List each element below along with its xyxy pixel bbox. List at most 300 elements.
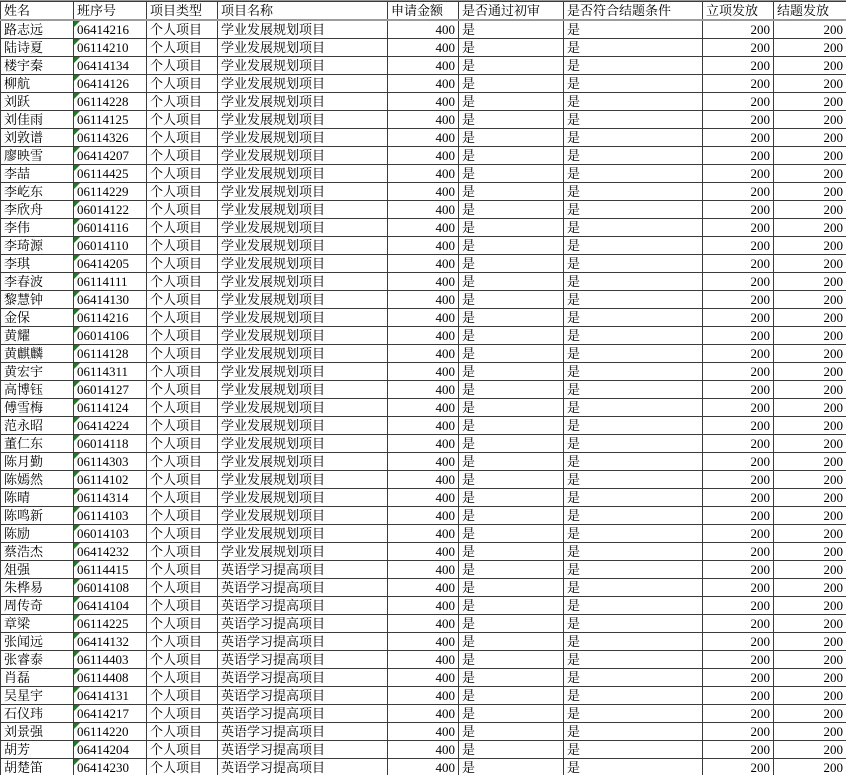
cell-project-type[interactable]: 个人项目 xyxy=(147,201,218,219)
cell-project-type[interactable]: 个人项目 xyxy=(147,39,218,57)
cell-completion-grant[interactable]: 200 xyxy=(774,525,846,543)
cell-initial-grant[interactable]: 200 xyxy=(703,219,774,237)
cell-meets-completion-criteria[interactable]: 是 xyxy=(564,345,703,363)
cell-initial-grant[interactable]: 200 xyxy=(703,255,774,273)
cell-completion-grant[interactable]: 200 xyxy=(774,363,846,381)
cell-project-type[interactable]: 个人项目 xyxy=(147,255,218,273)
cell-initial-grant[interactable]: 200 xyxy=(703,201,774,219)
cell-passed-initial-review[interactable]: 是 xyxy=(459,111,564,129)
cell-name[interactable]: 李琦源 xyxy=(1,237,74,255)
cell-amount-requested[interactable]: 400 xyxy=(388,363,459,381)
cell-initial-grant[interactable]: 200 xyxy=(703,543,774,561)
cell-meets-completion-criteria[interactable]: 是 xyxy=(564,399,703,417)
cell-project-type[interactable]: 个人项目 xyxy=(147,291,218,309)
cell-project-type[interactable]: 个人项目 xyxy=(147,381,218,399)
cell-initial-grant[interactable]: 200 xyxy=(703,579,774,597)
cell-initial-grant[interactable]: 200 xyxy=(703,129,774,147)
cell-student-id[interactable]: 06114403 xyxy=(74,651,147,669)
cell-meets-completion-criteria[interactable]: 是 xyxy=(564,75,703,93)
cell-amount-requested[interactable]: 400 xyxy=(388,381,459,399)
cell-initial-grant[interactable]: 200 xyxy=(703,381,774,399)
cell-student-id[interactable]: 06414230 xyxy=(74,759,147,775)
cell-initial-grant[interactable]: 200 xyxy=(703,471,774,489)
cell-initial-grant[interactable]: 200 xyxy=(703,291,774,309)
cell-project-type[interactable]: 个人项目 xyxy=(147,705,218,723)
cell-meets-completion-criteria[interactable]: 是 xyxy=(564,525,703,543)
cell-passed-initial-review[interactable]: 是 xyxy=(459,183,564,201)
cell-completion-grant[interactable]: 200 xyxy=(774,543,846,561)
cell-meets-completion-criteria[interactable]: 是 xyxy=(564,201,703,219)
cell-name[interactable]: 黄麒麟 xyxy=(1,345,74,363)
cell-completion-grant[interactable]: 200 xyxy=(774,723,846,741)
cell-name[interactable]: 陈晴 xyxy=(1,489,74,507)
cell-amount-requested[interactable]: 400 xyxy=(388,291,459,309)
cell-meets-completion-criteria[interactable]: 是 xyxy=(564,327,703,345)
cell-completion-grant[interactable]: 200 xyxy=(774,327,846,345)
cell-project-type[interactable]: 个人项目 xyxy=(147,723,218,741)
cell-passed-initial-review[interactable]: 是 xyxy=(459,219,564,237)
cell-project-name[interactable]: 学业发展规划项目 xyxy=(218,489,388,507)
cell-project-name[interactable]: 学业发展规划项目 xyxy=(218,381,388,399)
cell-project-type[interactable]: 个人项目 xyxy=(147,219,218,237)
cell-name[interactable]: 吴星宇 xyxy=(1,687,74,705)
cell-project-type[interactable]: 个人项目 xyxy=(147,327,218,345)
cell-initial-grant[interactable]: 200 xyxy=(703,273,774,291)
cell-meets-completion-criteria[interactable]: 是 xyxy=(564,741,703,759)
cell-completion-grant[interactable]: 200 xyxy=(774,741,846,759)
cell-completion-grant[interactable]: 200 xyxy=(774,309,846,327)
cell-meets-completion-criteria[interactable]: 是 xyxy=(564,759,703,775)
cell-initial-grant[interactable]: 200 xyxy=(703,345,774,363)
cell-project-name[interactable]: 英语学习提高项目 xyxy=(218,597,388,615)
cell-student-id[interactable]: 06014116 xyxy=(74,219,147,237)
cell-passed-initial-review[interactable]: 是 xyxy=(459,363,564,381)
cell-project-type[interactable]: 个人项目 xyxy=(147,165,218,183)
cell-meets-completion-criteria[interactable]: 是 xyxy=(564,255,703,273)
cell-meets-completion-criteria[interactable]: 是 xyxy=(564,651,703,669)
cell-completion-grant[interactable]: 200 xyxy=(774,255,846,273)
cell-initial-grant[interactable]: 200 xyxy=(703,93,774,111)
cell-passed-initial-review[interactable]: 是 xyxy=(459,453,564,471)
cell-initial-grant[interactable]: 200 xyxy=(703,651,774,669)
cell-initial-grant[interactable]: 200 xyxy=(703,453,774,471)
cell-initial-grant[interactable]: 200 xyxy=(703,597,774,615)
cell-initial-grant[interactable]: 200 xyxy=(703,399,774,417)
cell-project-name[interactable]: 学业发展规划项目 xyxy=(218,255,388,273)
cell-completion-grant[interactable]: 200 xyxy=(774,20,846,39)
cell-meets-completion-criteria[interactable]: 是 xyxy=(564,237,703,255)
cell-initial-grant[interactable]: 200 xyxy=(703,111,774,129)
cell-meets-completion-criteria[interactable]: 是 xyxy=(564,273,703,291)
cell-completion-grant[interactable]: 200 xyxy=(774,273,846,291)
cell-amount-requested[interactable]: 400 xyxy=(388,147,459,165)
cell-initial-grant[interactable]: 200 xyxy=(703,147,774,165)
cell-passed-initial-review[interactable]: 是 xyxy=(459,651,564,669)
cell-project-name[interactable]: 学业发展规划项目 xyxy=(218,543,388,561)
cell-student-id[interactable]: 06414130 xyxy=(74,291,147,309)
cell-meets-completion-criteria[interactable]: 是 xyxy=(564,489,703,507)
cell-project-name[interactable]: 学业发展规划项目 xyxy=(218,111,388,129)
cell-project-type[interactable]: 个人项目 xyxy=(147,471,218,489)
cell-passed-initial-review[interactable]: 是 xyxy=(459,417,564,435)
column-header-amount-requested[interactable]: 申请金额 xyxy=(388,2,459,21)
cell-completion-grant[interactable]: 200 xyxy=(774,93,846,111)
cell-project-type[interactable]: 个人项目 xyxy=(147,417,218,435)
cell-passed-initial-review[interactable]: 是 xyxy=(459,597,564,615)
cell-name[interactable]: 章梁 xyxy=(1,615,74,633)
cell-project-type[interactable]: 个人项目 xyxy=(147,93,218,111)
cell-meets-completion-criteria[interactable]: 是 xyxy=(564,183,703,201)
cell-student-id[interactable]: 06014110 xyxy=(74,237,147,255)
cell-student-id[interactable]: 06114111 xyxy=(74,273,147,291)
cell-passed-initial-review[interactable]: 是 xyxy=(459,543,564,561)
cell-student-id[interactable]: 06114220 xyxy=(74,723,147,741)
cell-student-id[interactable]: 06414104 xyxy=(74,597,147,615)
cell-passed-initial-review[interactable]: 是 xyxy=(459,381,564,399)
cell-project-name[interactable]: 英语学习提高项目 xyxy=(218,687,388,705)
cell-initial-grant[interactable]: 200 xyxy=(703,363,774,381)
cell-student-id[interactable]: 06114124 xyxy=(74,399,147,417)
cell-initial-grant[interactable]: 200 xyxy=(703,237,774,255)
cell-passed-initial-review[interactable]: 是 xyxy=(459,723,564,741)
cell-name[interactable]: 陈月勤 xyxy=(1,453,74,471)
cell-passed-initial-review[interactable]: 是 xyxy=(459,165,564,183)
cell-passed-initial-review[interactable]: 是 xyxy=(459,75,564,93)
cell-project-name[interactable]: 学业发展规划项目 xyxy=(218,417,388,435)
cell-project-name[interactable]: 学业发展规划项目 xyxy=(218,327,388,345)
cell-meets-completion-criteria[interactable]: 是 xyxy=(564,579,703,597)
cell-project-type[interactable]: 个人项目 xyxy=(147,20,218,39)
cell-student-id[interactable]: 06414132 xyxy=(74,633,147,651)
cell-project-type[interactable]: 个人项目 xyxy=(147,453,218,471)
cell-project-name[interactable]: 学业发展规划项目 xyxy=(218,147,388,165)
cell-amount-requested[interactable]: 400 xyxy=(388,183,459,201)
cell-passed-initial-review[interactable]: 是 xyxy=(459,507,564,525)
cell-name[interactable]: 廖映雪 xyxy=(1,147,74,165)
cell-project-name[interactable]: 学业发展规划项目 xyxy=(218,291,388,309)
cell-meets-completion-criteria[interactable]: 是 xyxy=(564,147,703,165)
cell-name[interactable]: 李春波 xyxy=(1,273,74,291)
cell-student-id[interactable]: 06114314 xyxy=(74,489,147,507)
cell-name[interactable]: 刘佳雨 xyxy=(1,111,74,129)
cell-initial-grant[interactable]: 200 xyxy=(703,39,774,57)
column-header-initial-grant[interactable]: 立项发放 xyxy=(703,2,774,21)
cell-meets-completion-criteria[interactable]: 是 xyxy=(564,93,703,111)
cell-amount-requested[interactable]: 400 xyxy=(388,471,459,489)
cell-project-type[interactable]: 个人项目 xyxy=(147,129,218,147)
cell-passed-initial-review[interactable]: 是 xyxy=(459,759,564,775)
cell-project-type[interactable]: 个人项目 xyxy=(147,147,218,165)
cell-student-id[interactable]: 06114225 xyxy=(74,615,147,633)
cell-project-name[interactable]: 学业发展规划项目 xyxy=(218,219,388,237)
cell-project-name[interactable]: 学业发展规划项目 xyxy=(218,309,388,327)
cell-amount-requested[interactable]: 400 xyxy=(388,759,459,775)
cell-student-id[interactable]: 06114229 xyxy=(74,183,147,201)
cell-meets-completion-criteria[interactable]: 是 xyxy=(564,705,703,723)
cell-amount-requested[interactable]: 400 xyxy=(388,20,459,39)
cell-meets-completion-criteria[interactable]: 是 xyxy=(564,20,703,39)
cell-completion-grant[interactable]: 200 xyxy=(774,471,846,489)
cell-project-name[interactable]: 学业发展规划项目 xyxy=(218,57,388,75)
cell-name[interactable]: 陆诗夏 xyxy=(1,39,74,57)
cell-student-id[interactable]: 06114311 xyxy=(74,363,147,381)
cell-student-id[interactable]: 06414217 xyxy=(74,705,147,723)
cell-initial-grant[interactable]: 200 xyxy=(703,669,774,687)
cell-passed-initial-review[interactable]: 是 xyxy=(459,201,564,219)
cell-completion-grant[interactable]: 200 xyxy=(774,579,846,597)
cell-meets-completion-criteria[interactable]: 是 xyxy=(564,57,703,75)
cell-passed-initial-review[interactable]: 是 xyxy=(459,435,564,453)
cell-name[interactable]: 楼宇秦 xyxy=(1,57,74,75)
cell-meets-completion-criteria[interactable]: 是 xyxy=(564,291,703,309)
cell-meets-completion-criteria[interactable]: 是 xyxy=(564,417,703,435)
cell-meets-completion-criteria[interactable]: 是 xyxy=(564,165,703,183)
cell-name[interactable]: 路志远 xyxy=(1,20,74,39)
cell-completion-grant[interactable]: 200 xyxy=(774,489,846,507)
cell-student-id[interactable]: 06014108 xyxy=(74,579,147,597)
cell-name[interactable]: 陈嫣然 xyxy=(1,471,74,489)
cell-project-type[interactable]: 个人项目 xyxy=(147,399,218,417)
cell-amount-requested[interactable]: 400 xyxy=(388,111,459,129)
cell-project-type[interactable]: 个人项目 xyxy=(147,597,218,615)
cell-project-type[interactable]: 个人项目 xyxy=(147,579,218,597)
cell-meets-completion-criteria[interactable]: 是 xyxy=(564,381,703,399)
cell-meets-completion-criteria[interactable]: 是 xyxy=(564,633,703,651)
cell-student-id[interactable]: 06114102 xyxy=(74,471,147,489)
cell-passed-initial-review[interactable]: 是 xyxy=(459,327,564,345)
cell-amount-requested[interactable]: 400 xyxy=(388,435,459,453)
cell-passed-initial-review[interactable]: 是 xyxy=(459,39,564,57)
cell-project-name[interactable]: 学业发展规划项目 xyxy=(218,345,388,363)
cell-meets-completion-criteria[interactable]: 是 xyxy=(564,471,703,489)
cell-initial-grant[interactable]: 200 xyxy=(703,75,774,93)
cell-passed-initial-review[interactable]: 是 xyxy=(459,669,564,687)
cell-student-id[interactable]: 06114128 xyxy=(74,345,147,363)
cell-initial-grant[interactable]: 200 xyxy=(703,309,774,327)
cell-completion-grant[interactable]: 200 xyxy=(774,57,846,75)
cell-project-name[interactable]: 学业发展规划项目 xyxy=(218,525,388,543)
cell-amount-requested[interactable]: 400 xyxy=(388,93,459,111)
cell-project-name[interactable]: 学业发展规划项目 xyxy=(218,75,388,93)
cell-passed-initial-review[interactable]: 是 xyxy=(459,705,564,723)
cell-passed-initial-review[interactable]: 是 xyxy=(459,147,564,165)
column-header-student-id[interactable]: 班序号 xyxy=(74,2,147,21)
cell-passed-initial-review[interactable]: 是 xyxy=(459,399,564,417)
cell-completion-grant[interactable]: 200 xyxy=(774,183,846,201)
cell-meets-completion-criteria[interactable]: 是 xyxy=(564,39,703,57)
cell-student-id[interactable]: 06414232 xyxy=(74,543,147,561)
cell-amount-requested[interactable]: 400 xyxy=(388,507,459,525)
cell-completion-grant[interactable]: 200 xyxy=(774,129,846,147)
cell-project-type[interactable]: 个人项目 xyxy=(147,237,218,255)
cell-name[interactable]: 李欣舟 xyxy=(1,201,74,219)
cell-passed-initial-review[interactable]: 是 xyxy=(459,615,564,633)
column-header-project-name[interactable]: 项目名称 xyxy=(218,2,388,21)
cell-completion-grant[interactable]: 200 xyxy=(774,381,846,399)
cell-amount-requested[interactable]: 400 xyxy=(388,489,459,507)
cell-project-type[interactable]: 个人项目 xyxy=(147,615,218,633)
cell-amount-requested[interactable]: 400 xyxy=(388,615,459,633)
cell-completion-grant[interactable]: 200 xyxy=(774,453,846,471)
cell-meets-completion-criteria[interactable]: 是 xyxy=(564,687,703,705)
cell-amount-requested[interactable]: 400 xyxy=(388,741,459,759)
cell-student-id[interactable]: 06114326 xyxy=(74,129,147,147)
cell-project-name[interactable]: 英语学习提高项目 xyxy=(218,615,388,633)
column-header-name[interactable]: 姓名 xyxy=(1,2,74,21)
cell-project-name[interactable]: 英语学习提高项目 xyxy=(218,669,388,687)
cell-amount-requested[interactable]: 400 xyxy=(388,561,459,579)
cell-student-id[interactable]: 06414207 xyxy=(74,147,147,165)
cell-project-name[interactable]: 学业发展规划项目 xyxy=(218,20,388,39)
cell-completion-grant[interactable]: 200 xyxy=(774,111,846,129)
cell-initial-grant[interactable]: 200 xyxy=(703,741,774,759)
cell-name[interactable]: 俎强 xyxy=(1,561,74,579)
cell-amount-requested[interactable]: 400 xyxy=(388,309,459,327)
cell-project-name[interactable]: 学业发展规划项目 xyxy=(218,129,388,147)
cell-student-id[interactable]: 06114216 xyxy=(74,309,147,327)
cell-project-type[interactable]: 个人项目 xyxy=(147,669,218,687)
cell-student-id[interactable]: 06414204 xyxy=(74,741,147,759)
cell-completion-grant[interactable]: 200 xyxy=(774,345,846,363)
cell-completion-grant[interactable]: 200 xyxy=(774,291,846,309)
cell-name[interactable]: 傅雪梅 xyxy=(1,399,74,417)
cell-completion-grant[interactable]: 200 xyxy=(774,687,846,705)
cell-initial-grant[interactable]: 200 xyxy=(703,687,774,705)
cell-passed-initial-review[interactable]: 是 xyxy=(459,741,564,759)
cell-name[interactable]: 刘跃 xyxy=(1,93,74,111)
cell-name[interactable]: 柳航 xyxy=(1,75,74,93)
cell-amount-requested[interactable]: 400 xyxy=(388,39,459,57)
cell-amount-requested[interactable]: 400 xyxy=(388,633,459,651)
cell-name[interactable]: 陈鸣新 xyxy=(1,507,74,525)
cell-amount-requested[interactable]: 400 xyxy=(388,417,459,435)
cell-initial-grant[interactable]: 200 xyxy=(703,615,774,633)
cell-name[interactable]: 石仪玮 xyxy=(1,705,74,723)
cell-completion-grant[interactable]: 200 xyxy=(774,75,846,93)
cell-project-name[interactable]: 学业发展规划项目 xyxy=(218,93,388,111)
cell-meets-completion-criteria[interactable]: 是 xyxy=(564,723,703,741)
cell-name[interactable]: 周传奇 xyxy=(1,597,74,615)
cell-passed-initial-review[interactable]: 是 xyxy=(459,345,564,363)
cell-student-id[interactable]: 06114303 xyxy=(74,453,147,471)
cell-initial-grant[interactable]: 200 xyxy=(703,435,774,453)
cell-initial-grant[interactable]: 200 xyxy=(703,327,774,345)
cell-name[interactable]: 刘敦谱 xyxy=(1,129,74,147)
cell-amount-requested[interactable]: 400 xyxy=(388,219,459,237)
cell-project-type[interactable]: 个人项目 xyxy=(147,741,218,759)
cell-initial-grant[interactable]: 200 xyxy=(703,20,774,39)
column-header-completion-grant[interactable]: 结题发放 xyxy=(774,2,846,21)
cell-passed-initial-review[interactable]: 是 xyxy=(459,291,564,309)
cell-student-id[interactable]: 06414134 xyxy=(74,57,147,75)
cell-initial-grant[interactable]: 200 xyxy=(703,165,774,183)
cell-name[interactable]: 胡楚笛 xyxy=(1,759,74,775)
cell-student-id[interactable]: 06014122 xyxy=(74,201,147,219)
cell-amount-requested[interactable]: 400 xyxy=(388,525,459,543)
cell-name[interactable]: 胡芳 xyxy=(1,741,74,759)
cell-amount-requested[interactable]: 400 xyxy=(388,327,459,345)
cell-completion-grant[interactable]: 200 xyxy=(774,561,846,579)
cell-project-type[interactable]: 个人项目 xyxy=(147,525,218,543)
cell-project-name[interactable]: 学业发展规划项目 xyxy=(218,471,388,489)
cell-project-type[interactable]: 个人项目 xyxy=(147,561,218,579)
cell-meets-completion-criteria[interactable]: 是 xyxy=(564,507,703,525)
cell-amount-requested[interactable]: 400 xyxy=(388,201,459,219)
column-header-meets-completion-criteria[interactable]: 是否符合结题条件 xyxy=(564,2,703,21)
cell-project-type[interactable]: 个人项目 xyxy=(147,651,218,669)
cell-initial-grant[interactable]: 200 xyxy=(703,57,774,75)
cell-name[interactable]: 陈励 xyxy=(1,525,74,543)
cell-meets-completion-criteria[interactable]: 是 xyxy=(564,309,703,327)
cell-project-name[interactable]: 英语学习提高项目 xyxy=(218,705,388,723)
cell-completion-grant[interactable]: 200 xyxy=(774,165,846,183)
cell-project-name[interactable]: 学业发展规划项目 xyxy=(218,183,388,201)
cell-name[interactable]: 李屹东 xyxy=(1,183,74,201)
cell-passed-initial-review[interactable]: 是 xyxy=(459,561,564,579)
cell-student-id[interactable]: 06114125 xyxy=(74,111,147,129)
cell-completion-grant[interactable]: 200 xyxy=(774,39,846,57)
cell-completion-grant[interactable]: 200 xyxy=(774,417,846,435)
cell-completion-grant[interactable]: 200 xyxy=(774,597,846,615)
cell-project-name[interactable]: 英语学习提高项目 xyxy=(218,579,388,597)
cell-passed-initial-review[interactable]: 是 xyxy=(459,579,564,597)
cell-passed-initial-review[interactable]: 是 xyxy=(459,129,564,147)
cell-name[interactable]: 刘景强 xyxy=(1,723,74,741)
cell-student-id[interactable]: 06114415 xyxy=(74,561,147,579)
cell-passed-initial-review[interactable]: 是 xyxy=(459,525,564,543)
cell-project-type[interactable]: 个人项目 xyxy=(147,435,218,453)
cell-project-type[interactable]: 个人项目 xyxy=(147,183,218,201)
cell-meets-completion-criteria[interactable]: 是 xyxy=(564,669,703,687)
cell-completion-grant[interactable]: 200 xyxy=(774,705,846,723)
cell-project-type[interactable]: 个人项目 xyxy=(147,111,218,129)
column-header-project-type[interactable]: 项目类型 xyxy=(147,2,218,21)
cell-completion-grant[interactable]: 200 xyxy=(774,399,846,417)
cell-project-name[interactable]: 学业发展规划项目 xyxy=(218,453,388,471)
cell-completion-grant[interactable]: 200 xyxy=(774,633,846,651)
cell-meets-completion-criteria[interactable]: 是 xyxy=(564,111,703,129)
cell-amount-requested[interactable]: 400 xyxy=(388,345,459,363)
cell-amount-requested[interactable]: 400 xyxy=(388,687,459,705)
cell-name[interactable]: 肖磊 xyxy=(1,669,74,687)
cell-project-type[interactable]: 个人项目 xyxy=(147,309,218,327)
cell-student-id[interactable]: 06014127 xyxy=(74,381,147,399)
cell-completion-grant[interactable]: 200 xyxy=(774,615,846,633)
column-header-passed-initial-review[interactable]: 是否通过初审 xyxy=(459,2,564,21)
cell-project-type[interactable]: 个人项目 xyxy=(147,759,218,775)
cell-project-type[interactable]: 个人项目 xyxy=(147,57,218,75)
cell-passed-initial-review[interactable]: 是 xyxy=(459,20,564,39)
cell-student-id[interactable]: 06414131 xyxy=(74,687,147,705)
cell-passed-initial-review[interactable]: 是 xyxy=(459,273,564,291)
cell-project-type[interactable]: 个人项目 xyxy=(147,345,218,363)
cell-name[interactable]: 朱桦易 xyxy=(1,579,74,597)
cell-project-name[interactable]: 学业发展规划项目 xyxy=(218,435,388,453)
cell-student-id[interactable]: 06014106 xyxy=(74,327,147,345)
cell-amount-requested[interactable]: 400 xyxy=(388,705,459,723)
cell-amount-requested[interactable]: 400 xyxy=(388,129,459,147)
cell-project-type[interactable]: 个人项目 xyxy=(147,687,218,705)
cell-project-name[interactable]: 英语学习提高项目 xyxy=(218,741,388,759)
cell-name[interactable]: 黎慧钟 xyxy=(1,291,74,309)
cell-amount-requested[interactable]: 400 xyxy=(388,543,459,561)
cell-amount-requested[interactable]: 400 xyxy=(388,237,459,255)
cell-initial-grant[interactable]: 200 xyxy=(703,489,774,507)
cell-amount-requested[interactable]: 400 xyxy=(388,453,459,471)
cell-initial-grant[interactable]: 200 xyxy=(703,723,774,741)
cell-project-type[interactable]: 个人项目 xyxy=(147,75,218,93)
cell-student-id[interactable]: 06414126 xyxy=(74,75,147,93)
